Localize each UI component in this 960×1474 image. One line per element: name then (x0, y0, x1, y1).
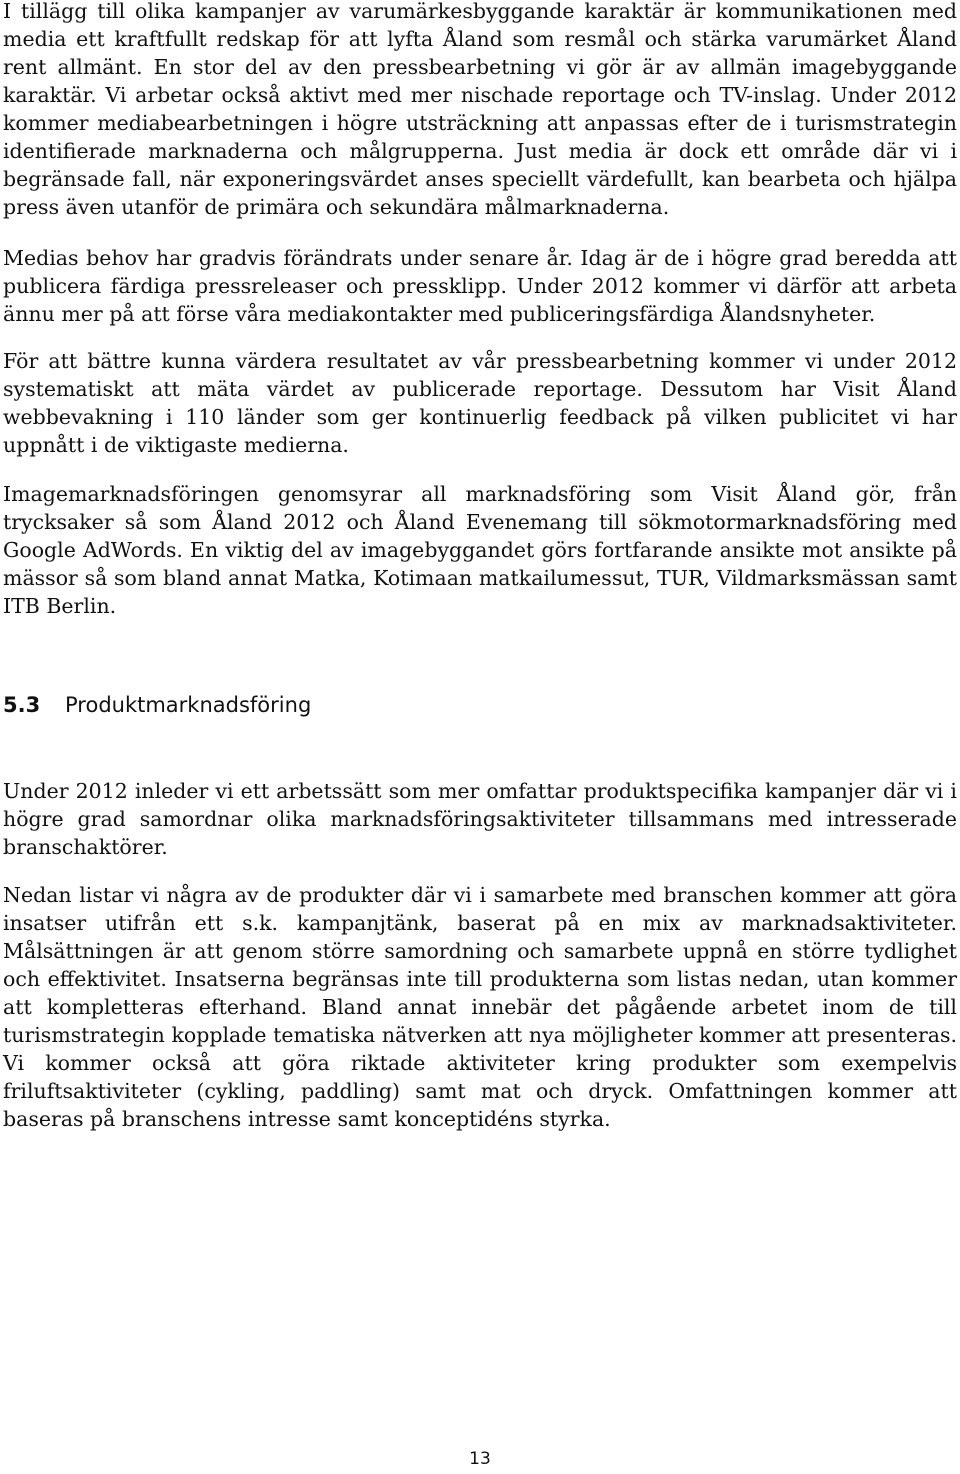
paragraph-product-campaigns: Under 2012 inleder vi ett arbetssätt som mer omfattar produktspecifika kampanjer där vi i högre grad samordnar olika marknadsföringsaktiviteter tillsammans med intresserade branschaktörer. (3, 779, 957, 859)
section-number: 5.3 (3, 693, 41, 717)
section-heading (3, 690, 311, 720)
paragraph-media-needs: Medias behov har gradvis förändrats under senare år. Idag är de i högre grad beredda att publicera färdiga pressreleaser och pressklipp. Under 2012 kommer vi därför att arbeta ännu mer på att förse våra mediakontakter med publiceringsfärdiga Ålandsnyheter. (3, 246, 957, 326)
page-number: 13 (469, 1449, 491, 1469)
paragraph-media-campaigns: I tillägg till olika kampanjer av varumärkesbyggande karaktär är kommunikationen med media ett kraftfullt redskap för att lyfta Åland som resmål och stärka varumärket Åland rent allmänt. En stor del av den pressbearbetning vi gör är av allmän imagebyggande karaktär. Vi arbetar också aktivt med mer nischade reportage och TV-inslag. Under 2012 kommer mediabearbetningen i högre utsträckning att anpassas efter de i turismstrategin identifierade marknaderna och målgrupperna. Just media är dock ett område där vi i begränsade fall, när exponeringsvärdet anses speciellt värdefullt, kan bearbeta och hjälpa press även utanför de primära och sekundära målmarknaderna. (3, 0, 957, 219)
paragraph-press-evaluation: För att bättre kunna värdera resultatet av vår pressbearbetning kommer vi under 2012 systematiskt att mäta värdet av publicerade reportage. Dessutom har Visit Åland webbevakning i 110 länder som ger kontinuerlig feedback på vilken publicitet vi har uppnått i de viktigaste medierna. (3, 349, 957, 457)
section-title: Produktmarknadsföring (65, 693, 312, 717)
paragraph-product-list-intro: Nedan listar vi några av de produkter där vi i samarbete med branschen kommer att göra insatser utifrån ett s.k. kampanjtänk, baserat på en mix av marknadsaktiviteter. Målsättningen är att genom större samordning och samarbete uppnå en större tydlighet och effektivitet. Insatserna begränsas inte till produkterna som listas nedan, utan kommer att kompletteras efterhand. Bland annat innebär det pågående arbetet inom de till turismstrategin kopplade tematiska nätverken att nya möjligheter kommer att presenteras. Vi kommer också att göra riktade aktiviteter kring produkter som exempelvis friluftsaktiviteter (cykling, paddling) samt mat och dryck. Omfattningen kommer att baseras på branschens intresse samt konceptidéns styrka. (3, 883, 957, 1131)
paragraph-image-marketing: Imagemarknadsföringen genomsyrar all marknadsföring som Visit Åland gör, från trycksaker så som Åland 2012 och Åland Evenemang till sökmotormarknadsföring med Google AdWords. En viktig del av imagebyggandet görs fortfarande ansikte mot ansikte på mässor så som bland annat Matka, Kotimaan matkailumessut, TUR, Vildmarksmässan samt ITB Berlin. (3, 482, 957, 618)
